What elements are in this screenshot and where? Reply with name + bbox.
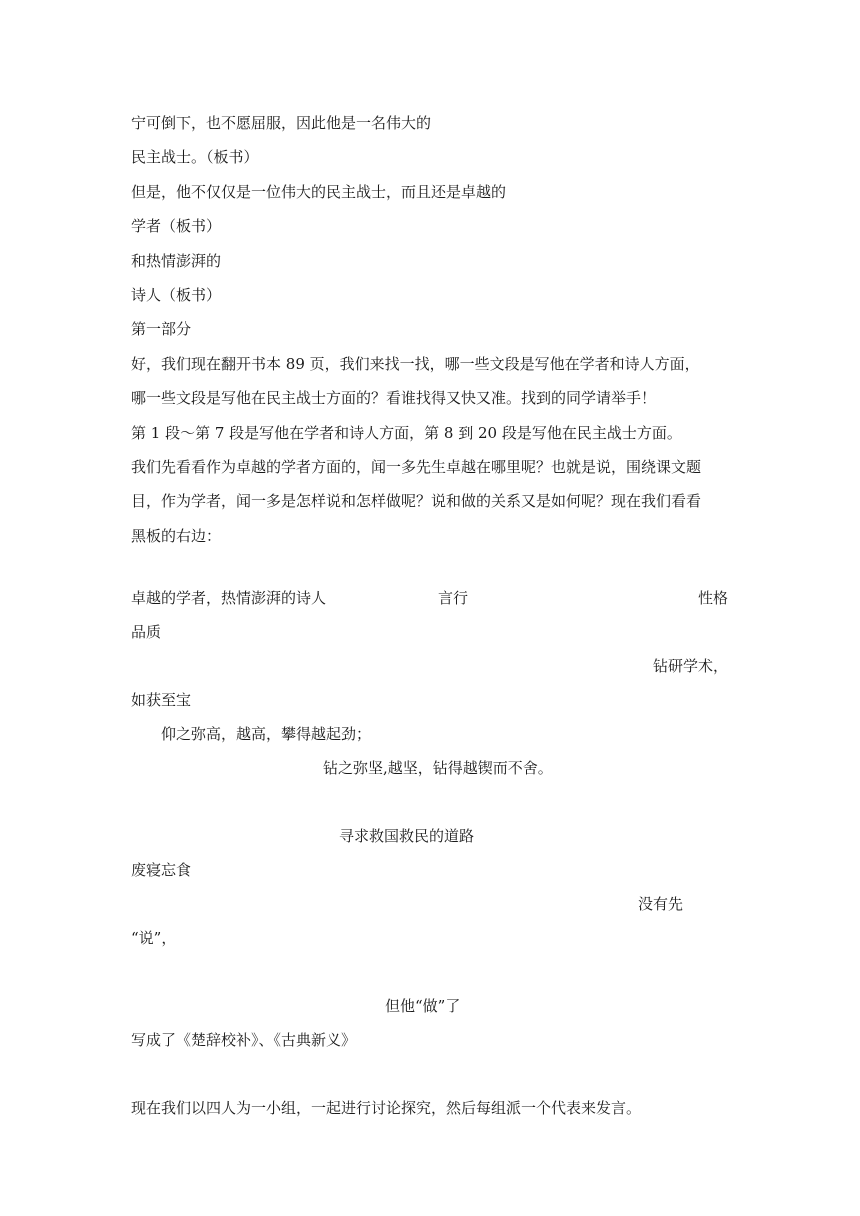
board-say: “说”， (131, 929, 177, 947)
board-column-words-deeds: 言行 (438, 589, 469, 607)
text-line: 宁可倒下，也不愿屈服，因此他是一名伟大的 (131, 114, 432, 132)
board-wrote: 写成了《楚辞校补》、《古典新义》 (131, 1031, 357, 1049)
text-line: 民主战士。（板书） (131, 148, 259, 166)
board-line-a: 仰之弥高，越高，攀得越起劲； (161, 725, 372, 743)
board-seek: 寻求救国救民的道路 (339, 827, 475, 845)
text-line: 学者（板书） (131, 217, 222, 235)
board-column-character: 性格 (698, 589, 729, 607)
text-line: 黑板的右边： (131, 527, 222, 545)
text-line: 和热情澎湃的 (131, 252, 222, 270)
text-line: 但是，他不仅仅是一位伟大的民主战士，而且还是卓越的 (131, 183, 507, 201)
closing-paragraph: 现在我们以四人为一小组，一起进行讨论探究，然后每组派一个代表来发言。 (131, 1099, 642, 1117)
text-line: 诗人（板书） (131, 286, 222, 304)
board-line-b: 钻之弥坚,越坚，钻得越锲而不舍。 (323, 759, 553, 777)
section-heading: 第一部分 (131, 320, 192, 338)
board-research: 钻研学术， (653, 657, 729, 675)
board-column-scholar: 卓越的学者，热情澎湃的诗人 (131, 589, 327, 607)
board-quality: 品质 (131, 623, 162, 641)
text-line: 好，我们现在翻开书本 89 页，我们来找一找，哪一些文段是写他在学者和诗人方面， (131, 355, 700, 373)
board-but-do: 但他“做”了 (385, 997, 461, 1015)
text-line: 目，作为学者，闻一多是怎样说和怎样做呢？说和做的关系又是如何呢？现在我们看看 (131, 492, 702, 510)
text-line: 我们先看看作为卓越的学者方面的，闻一多先生卓越在哪里呢？也就是说，围绕课文题 (131, 458, 702, 476)
board-no-first: 没有先 (638, 895, 684, 913)
board-treasure: 如获至宝 (131, 691, 192, 709)
text-line: 第 1 段～第 7 段是写他在学者和诗人方面，第 8 到 20 段是写他在民主战士方面。 (131, 424, 682, 442)
text-line: 哪一些文段是写他在民主战士方面的？看谁找得又快又准。找到的同学请举手！ (131, 389, 657, 407)
board-forget: 废寝忘食 (131, 861, 192, 879)
